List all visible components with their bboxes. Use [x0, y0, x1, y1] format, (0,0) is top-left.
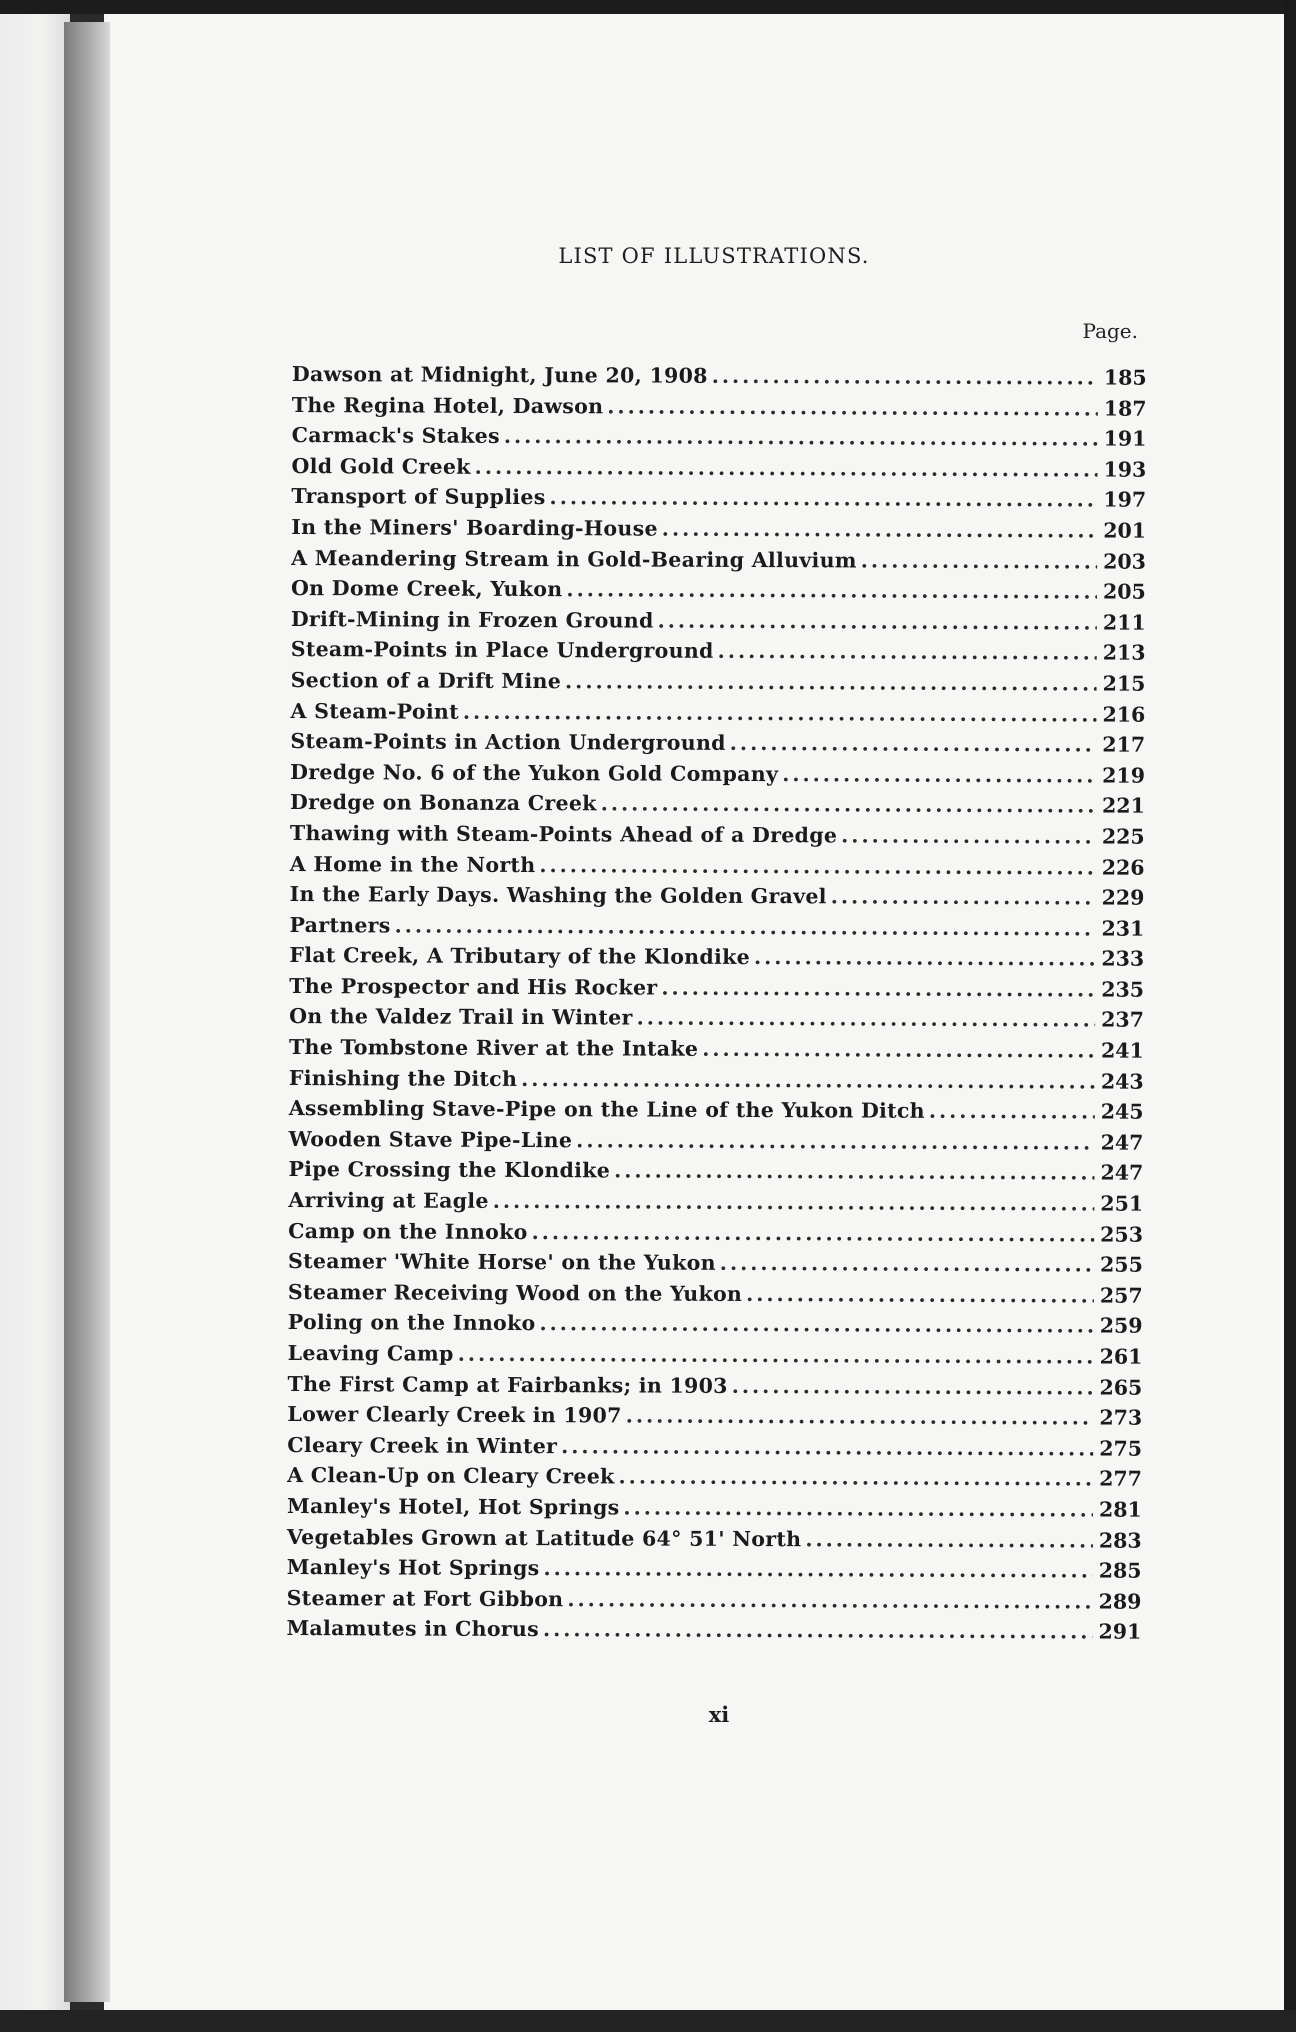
illustration-page-number: 225	[1101, 824, 1145, 849]
illustration-title: Steam-Points in Action Underground	[290, 729, 726, 756]
page-number: xi	[708, 1702, 730, 1727]
dot-leader	[720, 1251, 1094, 1277]
dot-leader	[566, 577, 1097, 603]
illustration-page-number: 265	[1099, 1375, 1143, 1400]
dot-leader	[732, 1374, 1094, 1400]
illustration-title: Flat Creek, A Tributary of the Klondike	[289, 943, 751, 970]
list-item	[287, 1310, 1143, 1344]
list-item	[287, 1371, 1143, 1406]
list-item	[291, 514, 1147, 549]
illustration-page-number: 187	[1103, 396, 1147, 421]
dot-leader	[395, 913, 1096, 940]
list-item	[288, 1218, 1144, 1253]
list-item	[286, 1524, 1142, 1559]
dot-leader	[637, 1006, 1096, 1032]
illustration-page-number: 283	[1098, 1528, 1142, 1553]
illustration-page-number: 221	[1102, 793, 1145, 819]
list-item	[290, 576, 1146, 610]
illustration-page-number: 273	[1099, 1405, 1143, 1430]
illustration-page-number: 229	[1101, 885, 1145, 910]
illustration-page-number: 219	[1102, 763, 1146, 788]
illustration-title: On the Valdez Trail in Winter	[289, 1004, 633, 1030]
dot-leader	[532, 1220, 1095, 1246]
dot-leader	[730, 731, 1097, 757]
illustration-page-number: 243	[1100, 1069, 1144, 1094]
dot-leader	[623, 1495, 1093, 1521]
dot-leader	[463, 699, 1097, 726]
illustration-page-number: 277	[1099, 1466, 1142, 1492]
list-item	[289, 851, 1145, 885]
dot-leader	[493, 1189, 1095, 1216]
dot-leader	[661, 975, 1095, 1001]
illustration-title: Dredge No. 6 of the Yukon Gold Company	[290, 759, 779, 786]
illustration-page-number: 203	[1103, 549, 1146, 574]
list-item	[290, 759, 1146, 794]
illustration-title: Thawing with Steam-Points Ahead of a Dredge	[289, 820, 838, 848]
illustration-page-number: 193	[1103, 457, 1147, 482]
list-item	[289, 1004, 1144, 1038]
illustration-page-number: 247	[1100, 1130, 1144, 1155]
illustration-title: In the Early Days. Washing the Golden Gravel	[289, 882, 827, 909]
illustrations-list	[286, 362, 1147, 1651]
illustration-title: Steamer at Fort Gibbon	[286, 1585, 564, 1611]
illustration-title: On Dome Creek, Yukon	[290, 576, 563, 602]
page-column-heading: Page.	[1082, 319, 1138, 343]
list-item	[289, 943, 1145, 977]
illustration-page-number: 253	[1100, 1222, 1144, 1247]
scan-border-top	[0, 0, 1296, 14]
illustration-title: Steamer 'White Horse' on the Yukon	[288, 1249, 716, 1276]
illustration-title: The Tombstone River at the Intake	[288, 1035, 699, 1061]
page-title: LIST OF ILLUSTRATIONS.	[558, 244, 870, 268]
dot-leader	[550, 486, 1098, 512]
illustration-title: Malamutes in Chorus	[286, 1616, 540, 1642]
list-item	[291, 392, 1147, 427]
book-page	[104, 14, 1284, 2010]
dot-leader	[712, 364, 1098, 390]
illustration-title: Transport of Supplies	[291, 484, 546, 510]
illustration-page-number: 226	[1101, 855, 1145, 880]
illustration-title: Poling on the Innoko	[287, 1310, 536, 1336]
list-item	[287, 1432, 1143, 1467]
list-item	[289, 973, 1145, 1008]
illustration-title: A Home in the North	[289, 851, 536, 877]
list-item	[288, 1157, 1144, 1191]
illustration-title: Dredge on Bonanza Creek	[290, 790, 597, 816]
list-item	[286, 1616, 1142, 1650]
dot-leader	[565, 669, 1097, 695]
list-item	[288, 1096, 1144, 1130]
illustration-title: Camp on the Innoko	[288, 1218, 528, 1244]
illustration-title: Vegetables Grown at Latitude 64° 51' North	[286, 1524, 802, 1551]
illustration-page-number: 261	[1099, 1344, 1143, 1369]
illustration-page-number: 291	[1098, 1619, 1142, 1645]
list-item	[289, 882, 1145, 916]
dot-leader	[576, 1128, 1094, 1154]
dot-leader	[782, 762, 1096, 787]
illustration-title: Carmack's Stakes	[291, 423, 500, 449]
illustration-page-number: 185	[1103, 365, 1147, 390]
list-item	[286, 1493, 1142, 1528]
illustration-page-number: 289	[1098, 1589, 1142, 1614]
dot-leader	[458, 1342, 1094, 1369]
list-item	[288, 1126, 1144, 1161]
list-item	[291, 362, 1147, 396]
illustration-title: Old Gold Creek	[291, 453, 471, 479]
illustration-page-number: 235	[1101, 977, 1145, 1002]
illustration-title: Leaving Camp	[287, 1340, 454, 1366]
illustration-page-number: 241	[1100, 1038, 1144, 1063]
list-item	[289, 912, 1145, 947]
dot-leader	[702, 1037, 1095, 1063]
dot-leader	[607, 394, 1098, 420]
illustration-title: Drift-Mining in Frozen Ground	[290, 606, 654, 633]
list-item	[287, 1463, 1142, 1497]
list-item	[287, 1279, 1143, 1314]
illustration-page-number: 211	[1102, 610, 1146, 635]
illustration-page-number: 251	[1100, 1191, 1144, 1216]
illustration-title: The Regina Hotel, Dawson	[291, 392, 604, 418]
illustration-page-number: 259	[1099, 1313, 1143, 1339]
dot-leader	[543, 1617, 1093, 1643]
illustration-page-number: 205	[1102, 579, 1146, 604]
dot-leader	[841, 823, 1096, 848]
book-gutter	[64, 22, 110, 2002]
list-item	[287, 1340, 1143, 1375]
list-item	[290, 729, 1146, 763]
illustration-title: A Clean-Up on Cleary Creek	[287, 1463, 615, 1489]
list-item	[291, 423, 1147, 457]
list-item	[288, 1065, 1144, 1100]
list-item	[288, 1188, 1144, 1222]
list-item	[286, 1585, 1142, 1620]
list-item	[290, 790, 1145, 824]
list-item	[290, 698, 1146, 733]
illustration-page-number: 215	[1102, 671, 1146, 696]
illustration-title: Wooden Stave Pipe-Line	[288, 1126, 573, 1153]
scan-border-right	[1284, 0, 1296, 2032]
illustration-page-number: 247	[1100, 1160, 1144, 1186]
list-item	[288, 1035, 1144, 1069]
dot-leader	[718, 639, 1097, 665]
dot-leader	[543, 1556, 1092, 1582]
dot-leader	[805, 1527, 1093, 1552]
illustration-title: Partners	[289, 912, 391, 938]
illustration-title: Manley's Hotel, Hot Springs	[286, 1493, 620, 1520]
illustration-title: Finishing the Ditch	[288, 1065, 518, 1091]
illustration-title: Pipe Crossing the Klondike	[288, 1157, 611, 1183]
list-item	[290, 606, 1146, 641]
dot-leader	[504, 424, 1098, 451]
illustration-title: Steamer Receiving Wood on the Yukon	[287, 1279, 743, 1306]
illustration-title: Arriving at Eagle	[288, 1188, 489, 1213]
dot-leader	[746, 1282, 1094, 1308]
dot-leader	[539, 1311, 1093, 1337]
illustration-page-number: 197	[1103, 487, 1147, 513]
illustration-title: In the Miners' Boarding-House	[291, 514, 658, 541]
dot-leader	[929, 1099, 1095, 1124]
illustration-page-number: 217	[1102, 732, 1146, 757]
facing-page-edge	[0, 14, 70, 2012]
illustration-title: A Steam-Point	[290, 698, 459, 724]
illustration-page-number: 255	[1100, 1252, 1143, 1277]
illustration-page-number: 285	[1098, 1558, 1142, 1583]
dot-leader	[662, 517, 1098, 543]
illustration-title: Lower Clearly Creek in 1907	[287, 1402, 622, 1428]
list-item	[291, 545, 1146, 580]
dot-leader	[619, 1465, 1094, 1491]
dot-leader	[754, 945, 1096, 970]
illustration-page-number: 191	[1103, 426, 1147, 451]
illustration-page-number: 275	[1099, 1436, 1143, 1461]
illustration-page-number: 281	[1098, 1497, 1142, 1522]
illustration-page-number: 201	[1103, 518, 1147, 543]
list-item	[290, 637, 1146, 671]
illustration-title: Manley's Hot Springs	[286, 1555, 540, 1581]
illustration-page-number: 257	[1099, 1283, 1143, 1308]
dot-leader	[561, 1434, 1093, 1460]
illustration-page-number: 233	[1101, 946, 1145, 972]
list-item	[291, 484, 1147, 518]
scan-border-bottom	[0, 2010, 1296, 2032]
list-item	[288, 1249, 1143, 1283]
illustration-title: Assembling Stave-Pipe on the Line of the Yukon Ditch	[288, 1096, 925, 1124]
dot-leader	[539, 853, 1095, 879]
dot-leader	[601, 792, 1096, 818]
illustration-page-number: 213	[1102, 640, 1146, 666]
illustration-page-number: 231	[1101, 916, 1145, 941]
illustration-title: Section of a Drift Mine	[290, 667, 562, 694]
list-item	[290, 667, 1146, 702]
dot-leader	[567, 1587, 1092, 1613]
dot-leader	[831, 884, 1096, 909]
dot-leader	[626, 1404, 1094, 1430]
list-item	[287, 1402, 1143, 1436]
illustration-page-number: 245	[1100, 1099, 1144, 1124]
dot-leader	[614, 1159, 1094, 1185]
dot-leader	[475, 455, 1098, 482]
illustration-title: The Prospector and His Rocker	[289, 973, 658, 1000]
list-item	[291, 453, 1147, 488]
dot-leader	[658, 608, 1097, 634]
list-item	[286, 1555, 1142, 1589]
illustration-title: The First Camp at Fairbanks; in 1903	[287, 1371, 728, 1398]
illustration-title: A Meandering Stream in Gold-Bearing Alluvium	[291, 545, 857, 573]
illustration-page-number: 237	[1101, 1008, 1144, 1033]
illustration-page-number: 216	[1102, 702, 1146, 727]
illustration-title: Dawson at Midnight, June 20, 1908	[291, 362, 708, 388]
dot-leader	[521, 1067, 1095, 1094]
list-item	[289, 820, 1145, 855]
illustration-title: Steam-Points in Place Underground	[290, 637, 714, 664]
illustration-title: Cleary Creek in Winter	[287, 1432, 558, 1458]
dot-leader	[861, 548, 1097, 573]
